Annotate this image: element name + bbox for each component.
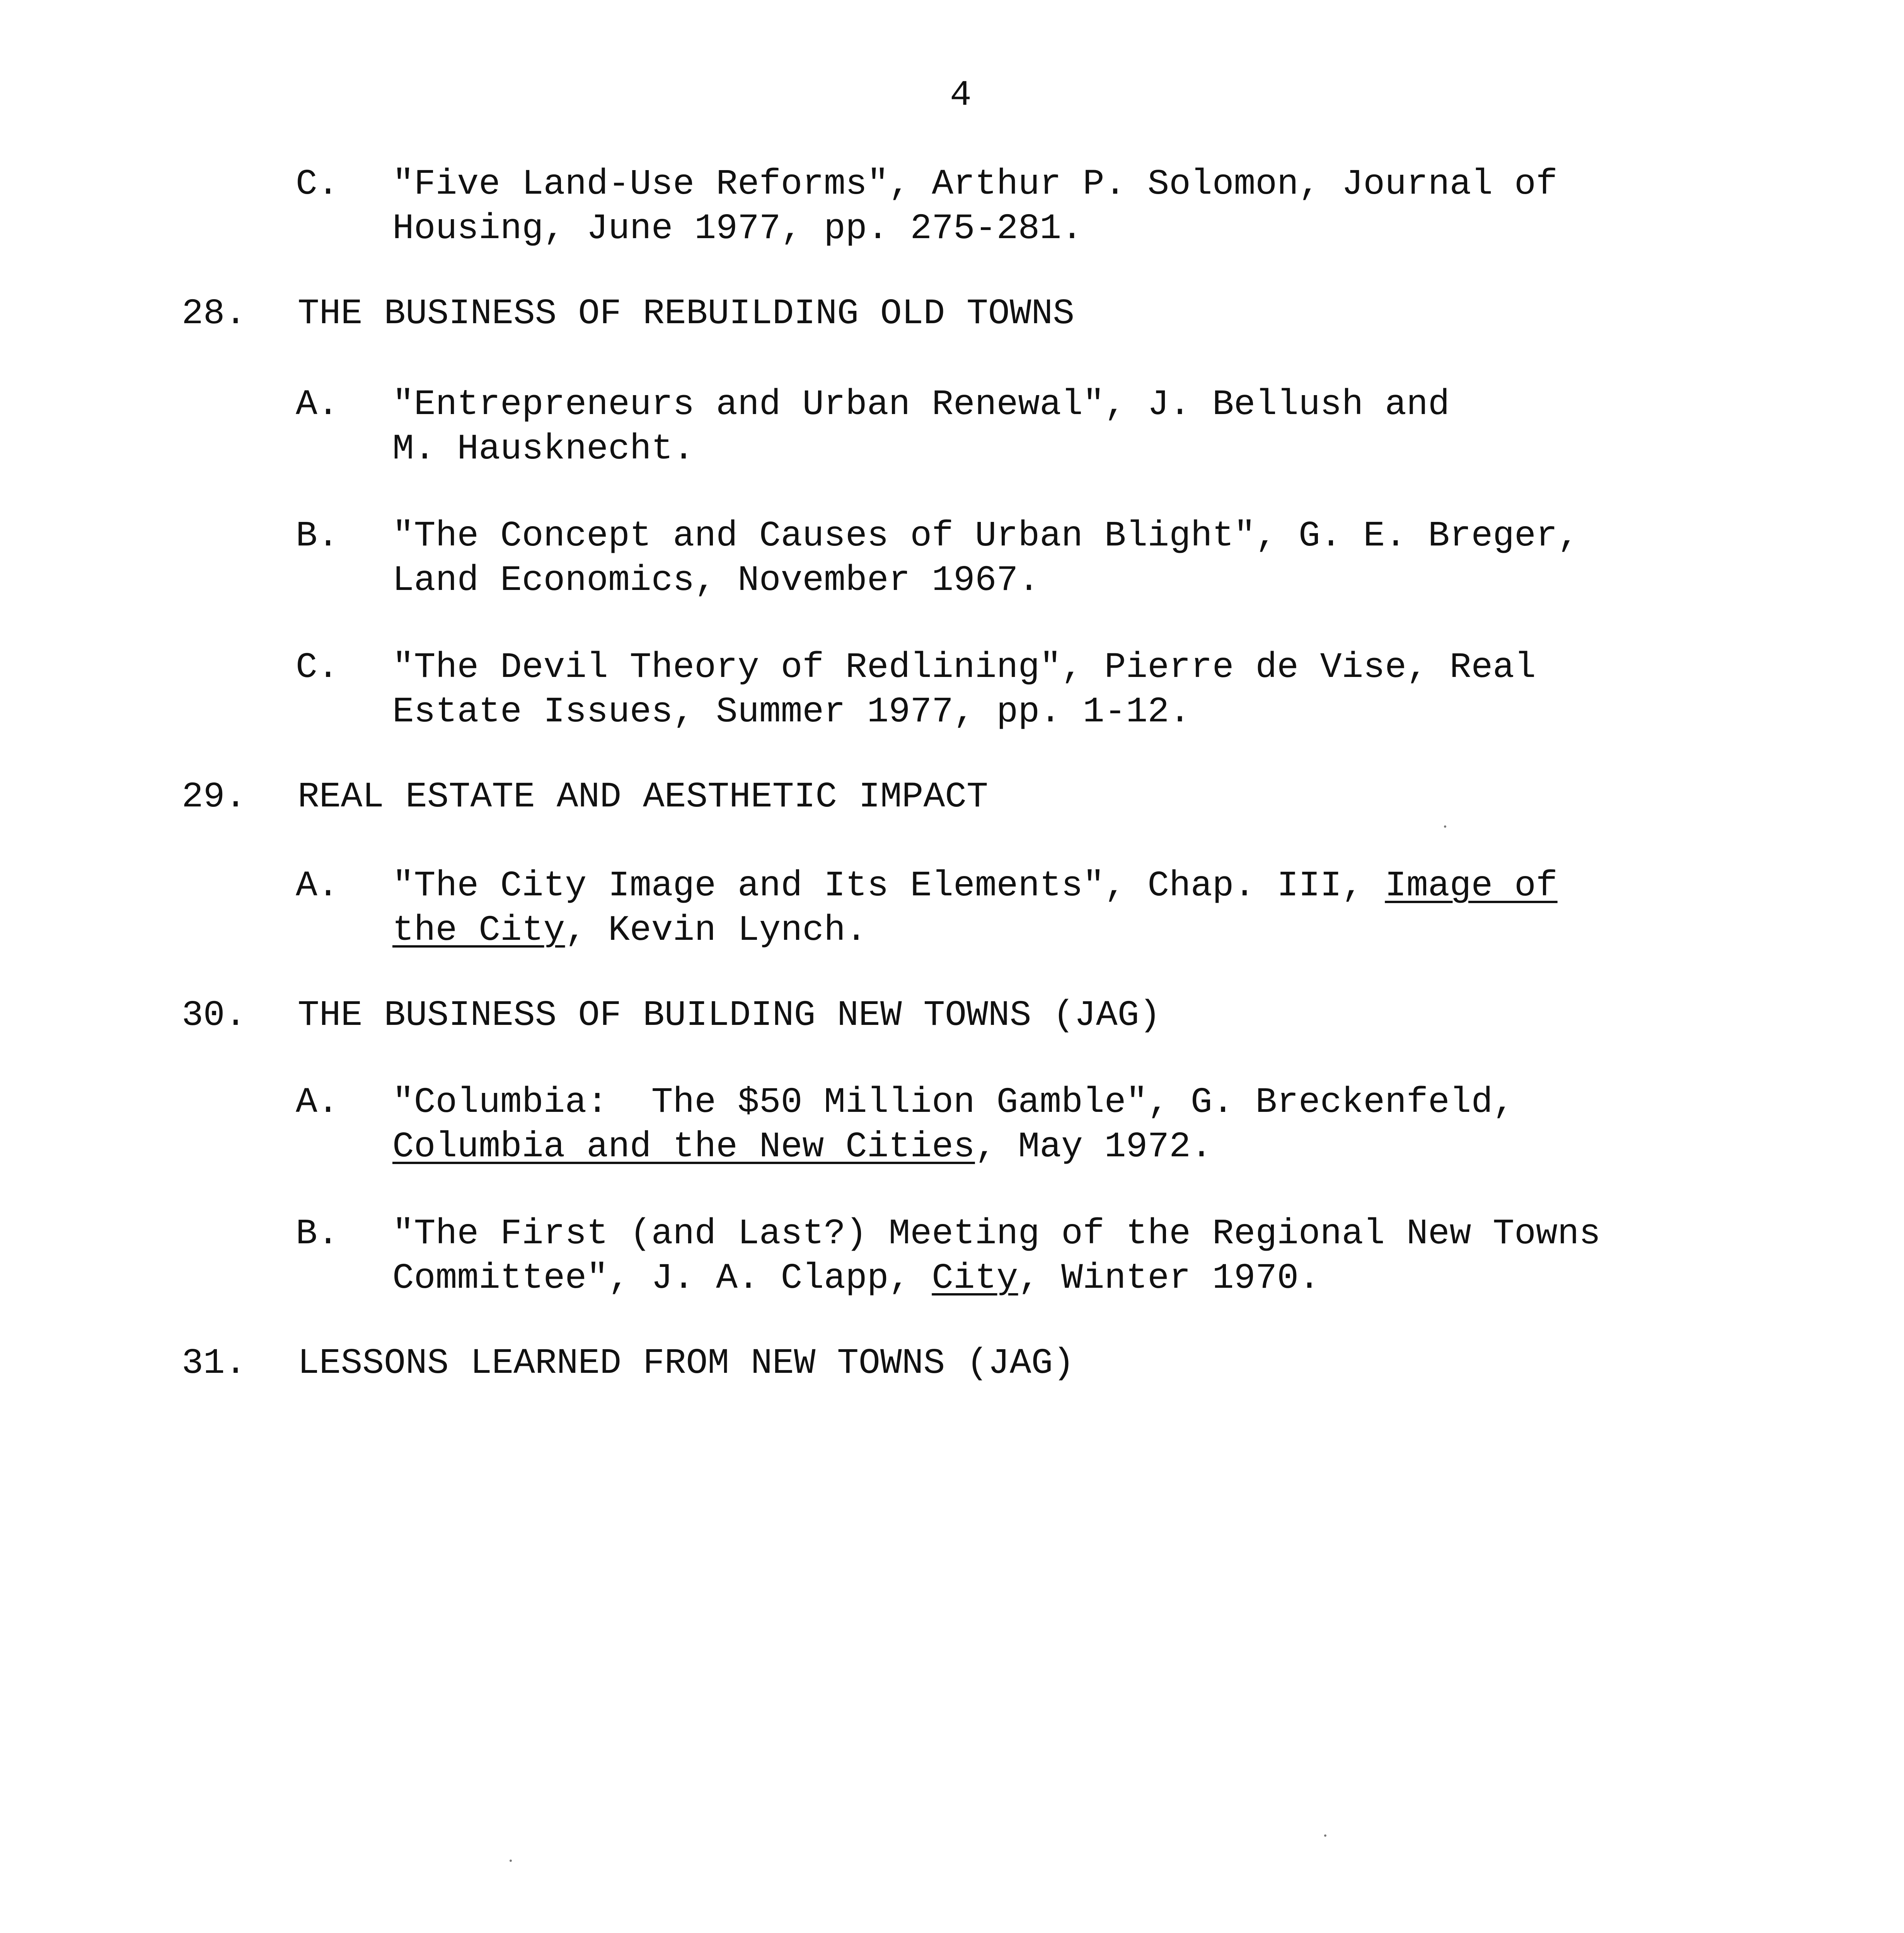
- section-29-number: 29.: [182, 777, 247, 817]
- section-29-title: REAL ESTATE AND AESTHETIC IMPACT: [298, 777, 988, 817]
- section-30a-letter: A.: [296, 1082, 339, 1123]
- scan-speck: [1324, 1834, 1326, 1837]
- section-29a-line2-text: , Kevin Lynch.: [565, 910, 867, 951]
- section-28b-line2: Land Economics, November 1967.: [392, 560, 1040, 601]
- section-28c-letter: C.: [296, 647, 339, 688]
- section-28a-line1: "Entrepreneurs and Urban Renewal", J. Bellush and: [392, 384, 1450, 425]
- journal-title-city: City: [932, 1258, 1018, 1299]
- section-29a-line1-text: "The City Image and Its Elements", Chap. III,: [392, 866, 1385, 906]
- section-29a-line2: [392, 910, 867, 951]
- section-31-number: 31.: [182, 1343, 247, 1384]
- section-28-number: 28.: [182, 293, 247, 334]
- book-title-image-of-the-city-cont: the City: [392, 910, 565, 951]
- section-31-title: LESSONS LEARNED FROM NEW TOWNS (JAG): [298, 1343, 1075, 1384]
- item-27c-letter: C.: [296, 164, 339, 205]
- book-title-image-of-the-city: Image of: [1385, 866, 1558, 906]
- section-30b-line2: [392, 1258, 1320, 1299]
- item-27c-line1: "Five Land-Use Reforms", Arthur P. Solomon, Journal of: [392, 164, 1558, 205]
- section-30b-line1: "The First (and Last?) Meeting of the Regional New Towns: [392, 1214, 1601, 1254]
- section-30-number: 30.: [182, 995, 247, 1036]
- section-29a-line1: [392, 868, 1558, 904]
- book-title-columbia: Columbia and the New Cities: [392, 1127, 975, 1167]
- scan-speck: [1444, 825, 1446, 828]
- item-27c-line2: Housing, June 1977, pp. 275-281.: [392, 208, 1083, 249]
- section-30b-letter: B.: [296, 1214, 339, 1254]
- section-30-title: THE BUSINESS OF BUILDING NEW TOWNS (JAG): [298, 995, 1161, 1036]
- section-28c-line1: "The Devil Theory of Redlining", Pierre de Vise, Real: [392, 647, 1536, 688]
- section-30a-line2: [392, 1129, 1212, 1165]
- section-30a-line2-text: , May 1972.: [975, 1127, 1212, 1167]
- scan-speck: [510, 1860, 512, 1862]
- section-29a-letter: A.: [296, 866, 339, 906]
- section-30a-line1: "Columbia: The $50 Million Gamble", G. Breckenfeld,: [392, 1082, 1515, 1123]
- page-number: 4: [950, 75, 972, 116]
- section-30b-line2-end: , Winter 1970.: [1018, 1258, 1320, 1299]
- section-28a-letter: A.: [296, 384, 339, 425]
- section-28a-line2: M. Hausknecht.: [392, 429, 695, 469]
- section-30b-line2-text: Committee", J. A. Clapp,: [392, 1258, 932, 1299]
- section-28-title: THE BUSINESS OF REBUILDING OLD TOWNS: [298, 293, 1075, 334]
- section-28b-letter: B.: [296, 516, 339, 556]
- section-28c-line2: Estate Issues, Summer 1977, pp. 1-12.: [392, 692, 1191, 732]
- section-28b-line1: "The Concept and Causes of Urban Blight", G. E. Breger,: [392, 516, 1579, 556]
